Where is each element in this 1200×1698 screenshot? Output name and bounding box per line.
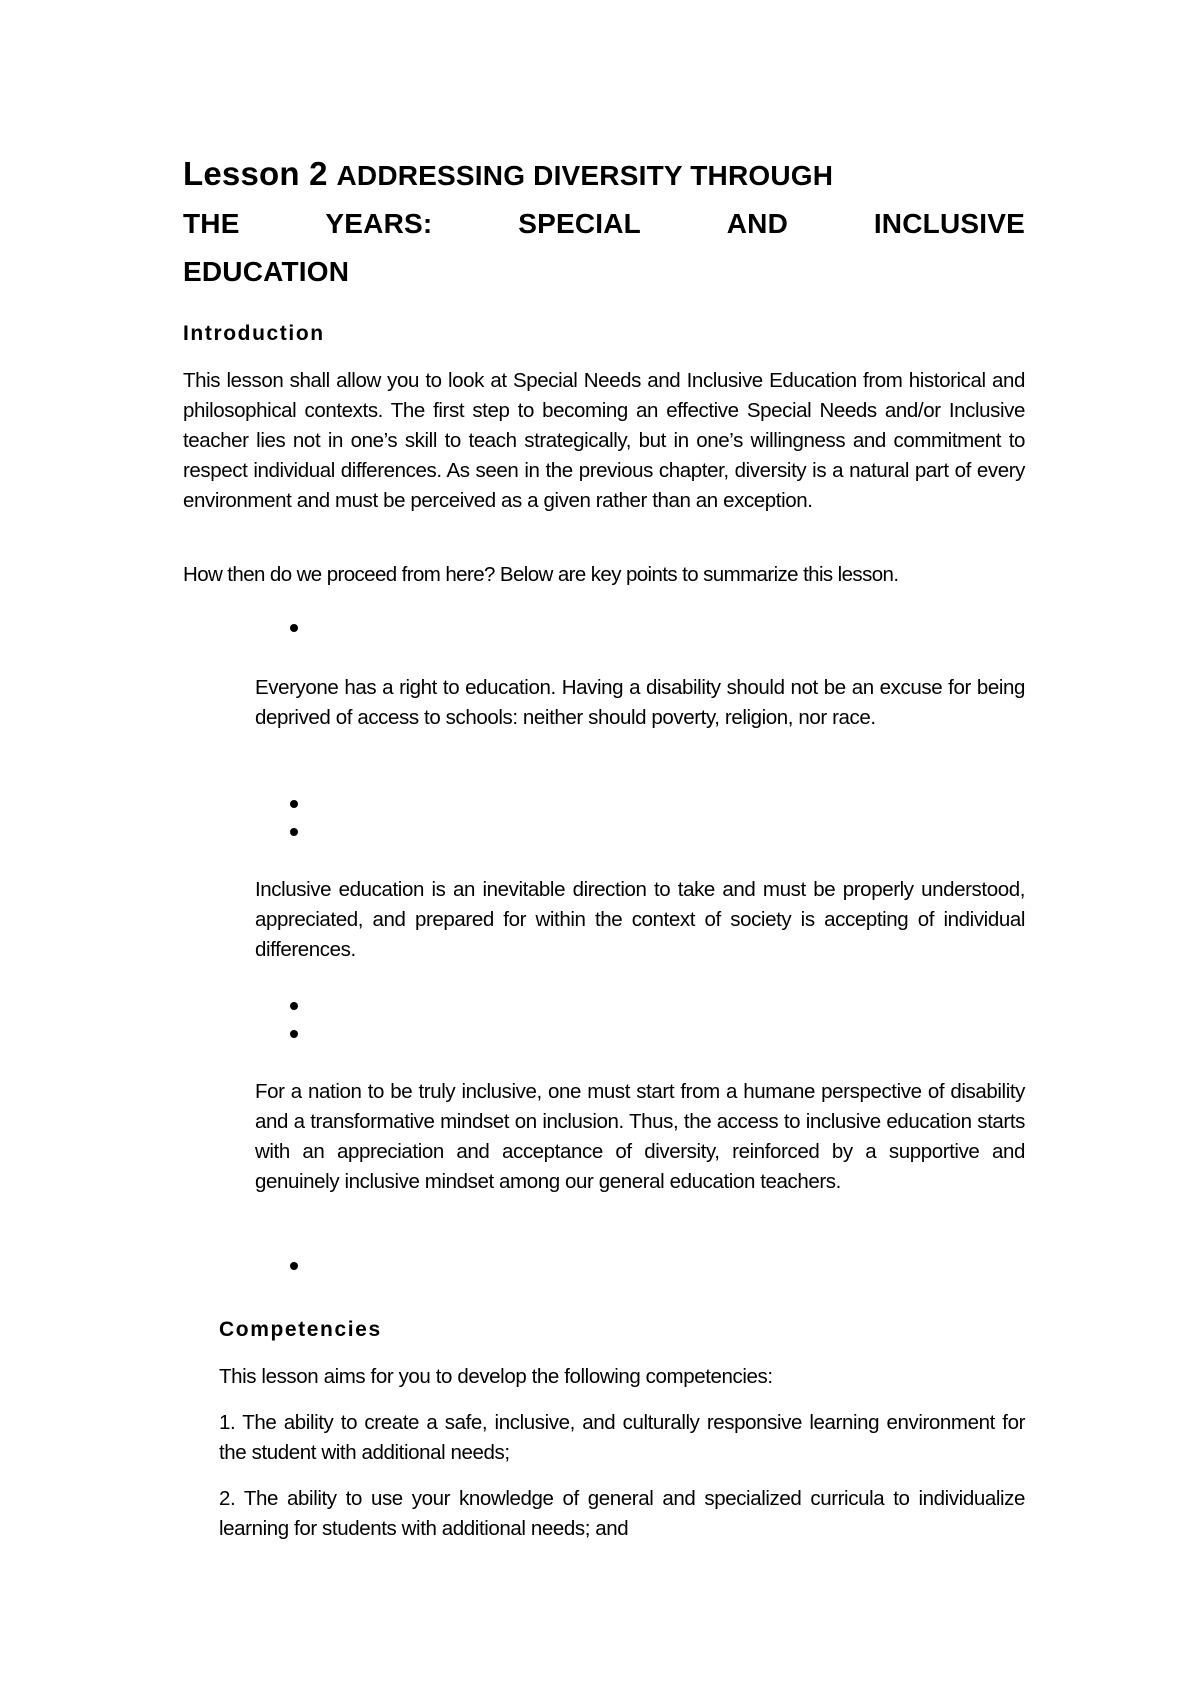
bullet-marker bbox=[290, 828, 298, 836]
competency-item-2: 2. The ability to use your knowledge of general and specialized curricula to individualize learning for students with additional needs; and bbox=[219, 1487, 1025, 1540]
title-word: YEARS: bbox=[325, 208, 433, 239]
title-line-2 bbox=[183, 200, 1025, 248]
introduction-heading: Introduction bbox=[183, 322, 325, 345]
competencies-intro: This lesson aims for you to develop the following competencies: bbox=[219, 1365, 773, 1388]
bullet-marker bbox=[290, 1002, 298, 1010]
title-word: INCLUSIVE bbox=[873, 208, 1025, 239]
competency-item-1: 1. The ability to create a safe, inclusive, and culturally responsive learning environment for the student with additional needs; bbox=[219, 1411, 1025, 1464]
title-word: THE bbox=[183, 208, 240, 239]
bullet-marker bbox=[290, 800, 298, 808]
key-point-3: For a nation to be truly inclusive, one must start from a humane perspective of disability and a transformative mindset on inclusion. Thus, the access to inclusive education starts with an appreciation and acceptance of diversity, reinforced by a supportive and genuinely inclusive mindset among our general education teachers. bbox=[255, 1080, 1025, 1193]
title-word: SPECIAL bbox=[518, 208, 641, 239]
title-prefix: Lesson 2 bbox=[183, 155, 328, 192]
title-line-1-text: ADDRESSING DIVERSITY THROUGH bbox=[336, 160, 834, 191]
lesson-title bbox=[183, 150, 1025, 296]
key-point-1: Everyone has a right to education. Having a disability should not be an excuse for being deprived of access to schools: neither should poverty, religion, nor race. bbox=[255, 676, 1025, 729]
introduction-lead-in: How then do we proceed from here? Below are key points to summarize this lesson. bbox=[183, 563, 899, 586]
title-line-1 bbox=[183, 150, 1025, 200]
title-word: AND bbox=[726, 208, 789, 239]
bullet-marker bbox=[290, 1030, 298, 1038]
title-line-3: EDUCATION bbox=[183, 256, 350, 287]
bullet-marker bbox=[290, 1262, 298, 1270]
competencies-heading: Competencies bbox=[219, 1318, 382, 1341]
bullet-marker bbox=[290, 624, 298, 632]
key-point-2: Inclusive education is an inevitable direction to take and must be properly understood, appreciated, and prepared for within the context of society is accepting of individual differences. bbox=[255, 878, 1025, 961]
introduction-paragraph: This lesson shall allow you to look at Special Needs and Inclusive Education from historical and philosophical contexts. The first step to becoming an effective Special Needs and/or Inclusive teacher lies not in one’s skill to teach strategically, but in one’s willingness and commitment to respect individual differences. As seen in the previous chapter, diversity is a natural part of every environment and must be perceived as a given rather than an exception. bbox=[183, 369, 1025, 512]
